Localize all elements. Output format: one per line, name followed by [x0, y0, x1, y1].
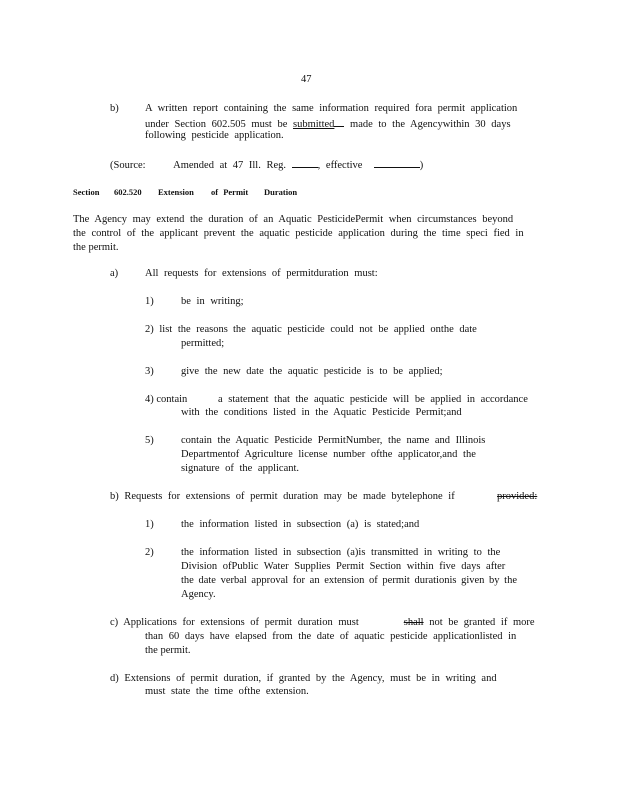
source-prefix: (Source:	[110, 160, 146, 171]
section-label: Section	[73, 187, 100, 197]
para-a-item-2-line2: permitted;	[181, 338, 225, 349]
para-a-item-2-line1: the aquatic pesticide could not be applied onthe date	[233, 324, 477, 335]
para-b-top-underlined: submitted	[292, 119, 335, 130]
para-b-struck: provided:	[497, 491, 538, 502]
para-a-label: a)	[110, 268, 119, 279]
para-b-item-2-line1: the information listed in subsection (a)is transmitted in writing to the	[181, 547, 501, 558]
source-blank-2	[374, 158, 420, 168]
section-title-2: of Permit	[211, 187, 249, 197]
para-b-top-line2-after: made to the Agencywithin 30 days	[350, 119, 511, 130]
source-blank-1	[292, 158, 318, 168]
para-c-line1-after: not be granted if more	[429, 617, 535, 628]
para-a-text: All requests for extensions of permitduration must:	[145, 268, 378, 279]
para-c-line3: the permit.	[145, 645, 191, 656]
para-b-item-2-num: 2)	[145, 547, 154, 558]
para-a-item-5-line2: Departmentof Agriculture license number ofthe applicator,and the	[181, 449, 476, 460]
para-d-line1: d) Extensions of permit duration, if granted by the Agency, must be in writing and	[110, 673, 497, 684]
para-a-item-5-line3: signature of the applicant.	[181, 463, 300, 474]
para-b-top-line2-before: under Section 602.505 must be	[145, 119, 288, 130]
para-b-item-2-line3: the date verbal approval for an extension of permit durationis given by the	[181, 575, 517, 586]
page-number: 47	[301, 74, 312, 85]
para-a-item-1-num: 1)	[145, 296, 154, 307]
source-amended: Amended at 47 Ill. Reg.	[173, 160, 287, 171]
para-b-top-label: b)	[110, 103, 119, 114]
para-b-top-line2	[145, 117, 511, 130]
para-a-item-2-num: 2) list the reasons	[145, 324, 228, 335]
para-b-top-line1: A written report containing the same information required fora permit application	[145, 103, 518, 114]
section-title-3: Duration	[264, 187, 298, 197]
para-c-struck: shall	[403, 617, 424, 628]
para-a-item-4-line1: a statement that the aquatic pesticide will be applied in accordance	[218, 394, 528, 405]
para-d-line2: must state the time ofthe extension.	[145, 686, 309, 697]
para-a-item-5-num: 5)	[145, 435, 154, 446]
para-a-item-5-line1: contain the Aquatic Pesticide PermitNumber, the name and Illinois	[181, 435, 486, 446]
para-b-text: b) Requests for extensions of permit duration may be made bytelephone if	[110, 491, 455, 502]
section-number: 602.520	[114, 187, 142, 197]
para-c-line1	[110, 617, 535, 628]
para-b-item-2-line2: Division ofPublic Water Supplies Permit Section within five days after	[181, 561, 506, 572]
para-a-item-1-line1: be in writing;	[181, 296, 244, 307]
para-c-line1-before: c) Applications for extensions of permit duration must	[110, 617, 359, 628]
intro-line3: the permit.	[73, 242, 119, 253]
source-note	[110, 158, 423, 171]
para-a-item-3-num: 3)	[145, 366, 154, 377]
para-b-item-2-line4: Agency.	[181, 589, 216, 600]
para-c-line2: than 60 days have elapsed from the date of aquatic pesticide applicationlisted in	[145, 631, 517, 642]
para-b-item-1-line1: the information listed in subsection (a) is stated;and	[181, 519, 420, 530]
intro-line1: The Agency may extend the duration of an Aquatic PesticidePermit when circumstances beyond	[73, 214, 514, 225]
section-title-1: Extension	[158, 187, 194, 197]
intro-line2: the control of the applicant prevent the aquatic pesticide application during the time speci fied in	[73, 228, 524, 239]
para-b-item-1-num: 1)	[145, 519, 154, 530]
para-a-item-3-line1: give the new date the aquatic pesticide is to be applied;	[181, 366, 443, 377]
para-a-item-4-num: 4) contain	[145, 394, 188, 405]
para-b-top-line3: following pesticide application.	[145, 130, 284, 141]
source-effective: , effective	[317, 160, 363, 171]
source-close: )	[419, 160, 424, 171]
para-a-item-4-line2: with the conditions listed in the Aquatic Pesticide Permit;and	[181, 407, 462, 418]
